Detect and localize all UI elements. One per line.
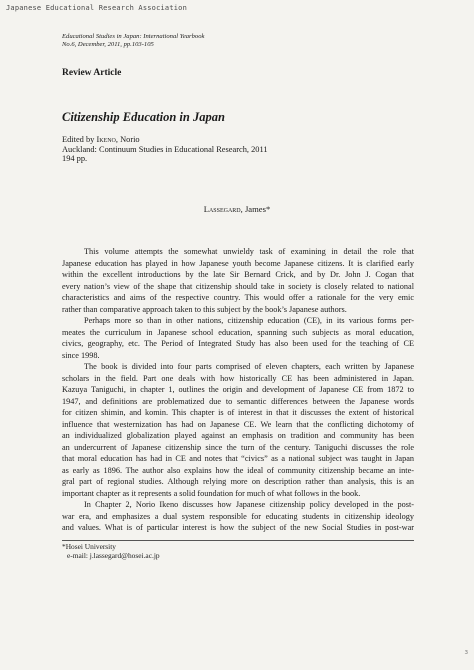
body-line: Japanese education has played in how Japanese youth become Japanese citizens. It is clarified early <box>62 258 414 268</box>
reviewer-name <box>0 204 474 214</box>
journal-title-line: Educational Studies in Japan: International Yearbook <box>62 33 205 40</box>
edited-by-prefix: Edited by <box>62 135 97 144</box>
body-line: and values. What is of particular interest is how the subject of the new Social Studies in post-war <box>62 523 414 533</box>
body-line: Perhaps more so than in other nations, citizenship education (CE), in its various forms per- <box>84 316 414 326</box>
affiliation-footnote: *Hosei University <box>62 542 116 551</box>
body-line: an undercurrent of Japanese citizenship since the turn of the century. Taniguchi discusses the role <box>62 442 414 452</box>
body-line: 1947, and definitions are problematized due to semantic differences between the Japanese words <box>62 396 414 406</box>
footnote-divider <box>62 540 414 541</box>
reviewer-surname: Lassegard <box>203 204 241 214</box>
body-line: that moral education has had in CE and notes that “civics” as a national subject was taught in Japan <box>62 454 414 464</box>
review-body <box>62 246 414 534</box>
page-number: 3 <box>464 650 468 656</box>
reviewer-given-name: , James* <box>240 204 271 214</box>
body-line: The book is divided into four parts comprised of eleven chapters, each written by Japanese <box>84 362 414 372</box>
body-line: since 1998. <box>62 350 100 360</box>
body-line: rather than comparative approach taken to this subject by the book’s Japanese authors. <box>62 304 347 314</box>
body-line: within the excellent introductions by the late Sir Bernard Crick, and by Dr. John J. Cogan that <box>62 270 414 280</box>
journal-reference <box>62 33 204 49</box>
body-line: an individualized globalization played against an emphasis on tradition and community has been <box>62 431 414 441</box>
body-line: meates the curriculum in Japanese school education, spanning such subjects as moral education, <box>62 327 414 337</box>
editor-surname: Ikeno <box>96 135 116 144</box>
body-line: influence that westernization has had on Japanese CE. We learn that the conflicting dichotomy of <box>62 419 414 429</box>
editor-given-name: , Norio <box>115 135 140 144</box>
body-line: This volume attempts the somewhat unwieldy task of examining in detail the role that <box>84 247 414 256</box>
body-line: as early as 1896. The author also explains how the ideal of community citizenship became an inte- <box>62 465 414 475</box>
publisher-line: Auckland: Continuum Studies in Educational Research, 2011 <box>62 144 268 154</box>
section-label: Review Article <box>62 68 122 78</box>
body-line: characteristics and aims of the respective country. This would offer a rationale for the very emic <box>62 293 414 303</box>
book-title: Citizenship Education in Japan <box>62 110 225 124</box>
body-line: Kazuya Taniguchi, in chapter 1, outlines the origin and development of Japanese CE from 1872 to <box>62 385 414 395</box>
body-line: every nation’s view of the shape that citizenship should take in society is closely related to national <box>62 281 414 291</box>
body-line: gral part of regional studies. Although relying more on description rather than analysis, this is an <box>62 477 414 487</box>
body-line: In Chapter 2, Norio Ikeno discusses how Japanese citizenship policy developed in the post- <box>84 500 414 510</box>
body-line: scholars in the field. Part one deals with how historically CE has been administered in Japan. <box>62 373 414 383</box>
book-info <box>62 135 268 164</box>
email-footnote: e-mail: j.lassegard@hosei.ac.jp <box>67 551 160 561</box>
footnotes <box>62 542 160 560</box>
body-line: for citizen shimin, and komin. This chapter is of interest in that it discusses the extent of historical <box>62 408 414 418</box>
journal-issue-line: No.6, December, 2011, pp.103-105 <box>62 41 154 48</box>
body-line: war era, and emphasizes a dual system responsible for educating students in citizenship ideology <box>62 511 414 521</box>
body-line: important chapter as it represents a solid foundation for much of what follows in the book. <box>62 488 361 498</box>
editor-line <box>62 135 268 145</box>
body-line: civics, geography, etc. The Period of Integrated Study has also been used for the teaching of CE <box>62 339 414 349</box>
repository-header: Japanese Educational Research Association <box>6 4 187 12</box>
page-count: 194 pp. <box>62 154 88 163</box>
